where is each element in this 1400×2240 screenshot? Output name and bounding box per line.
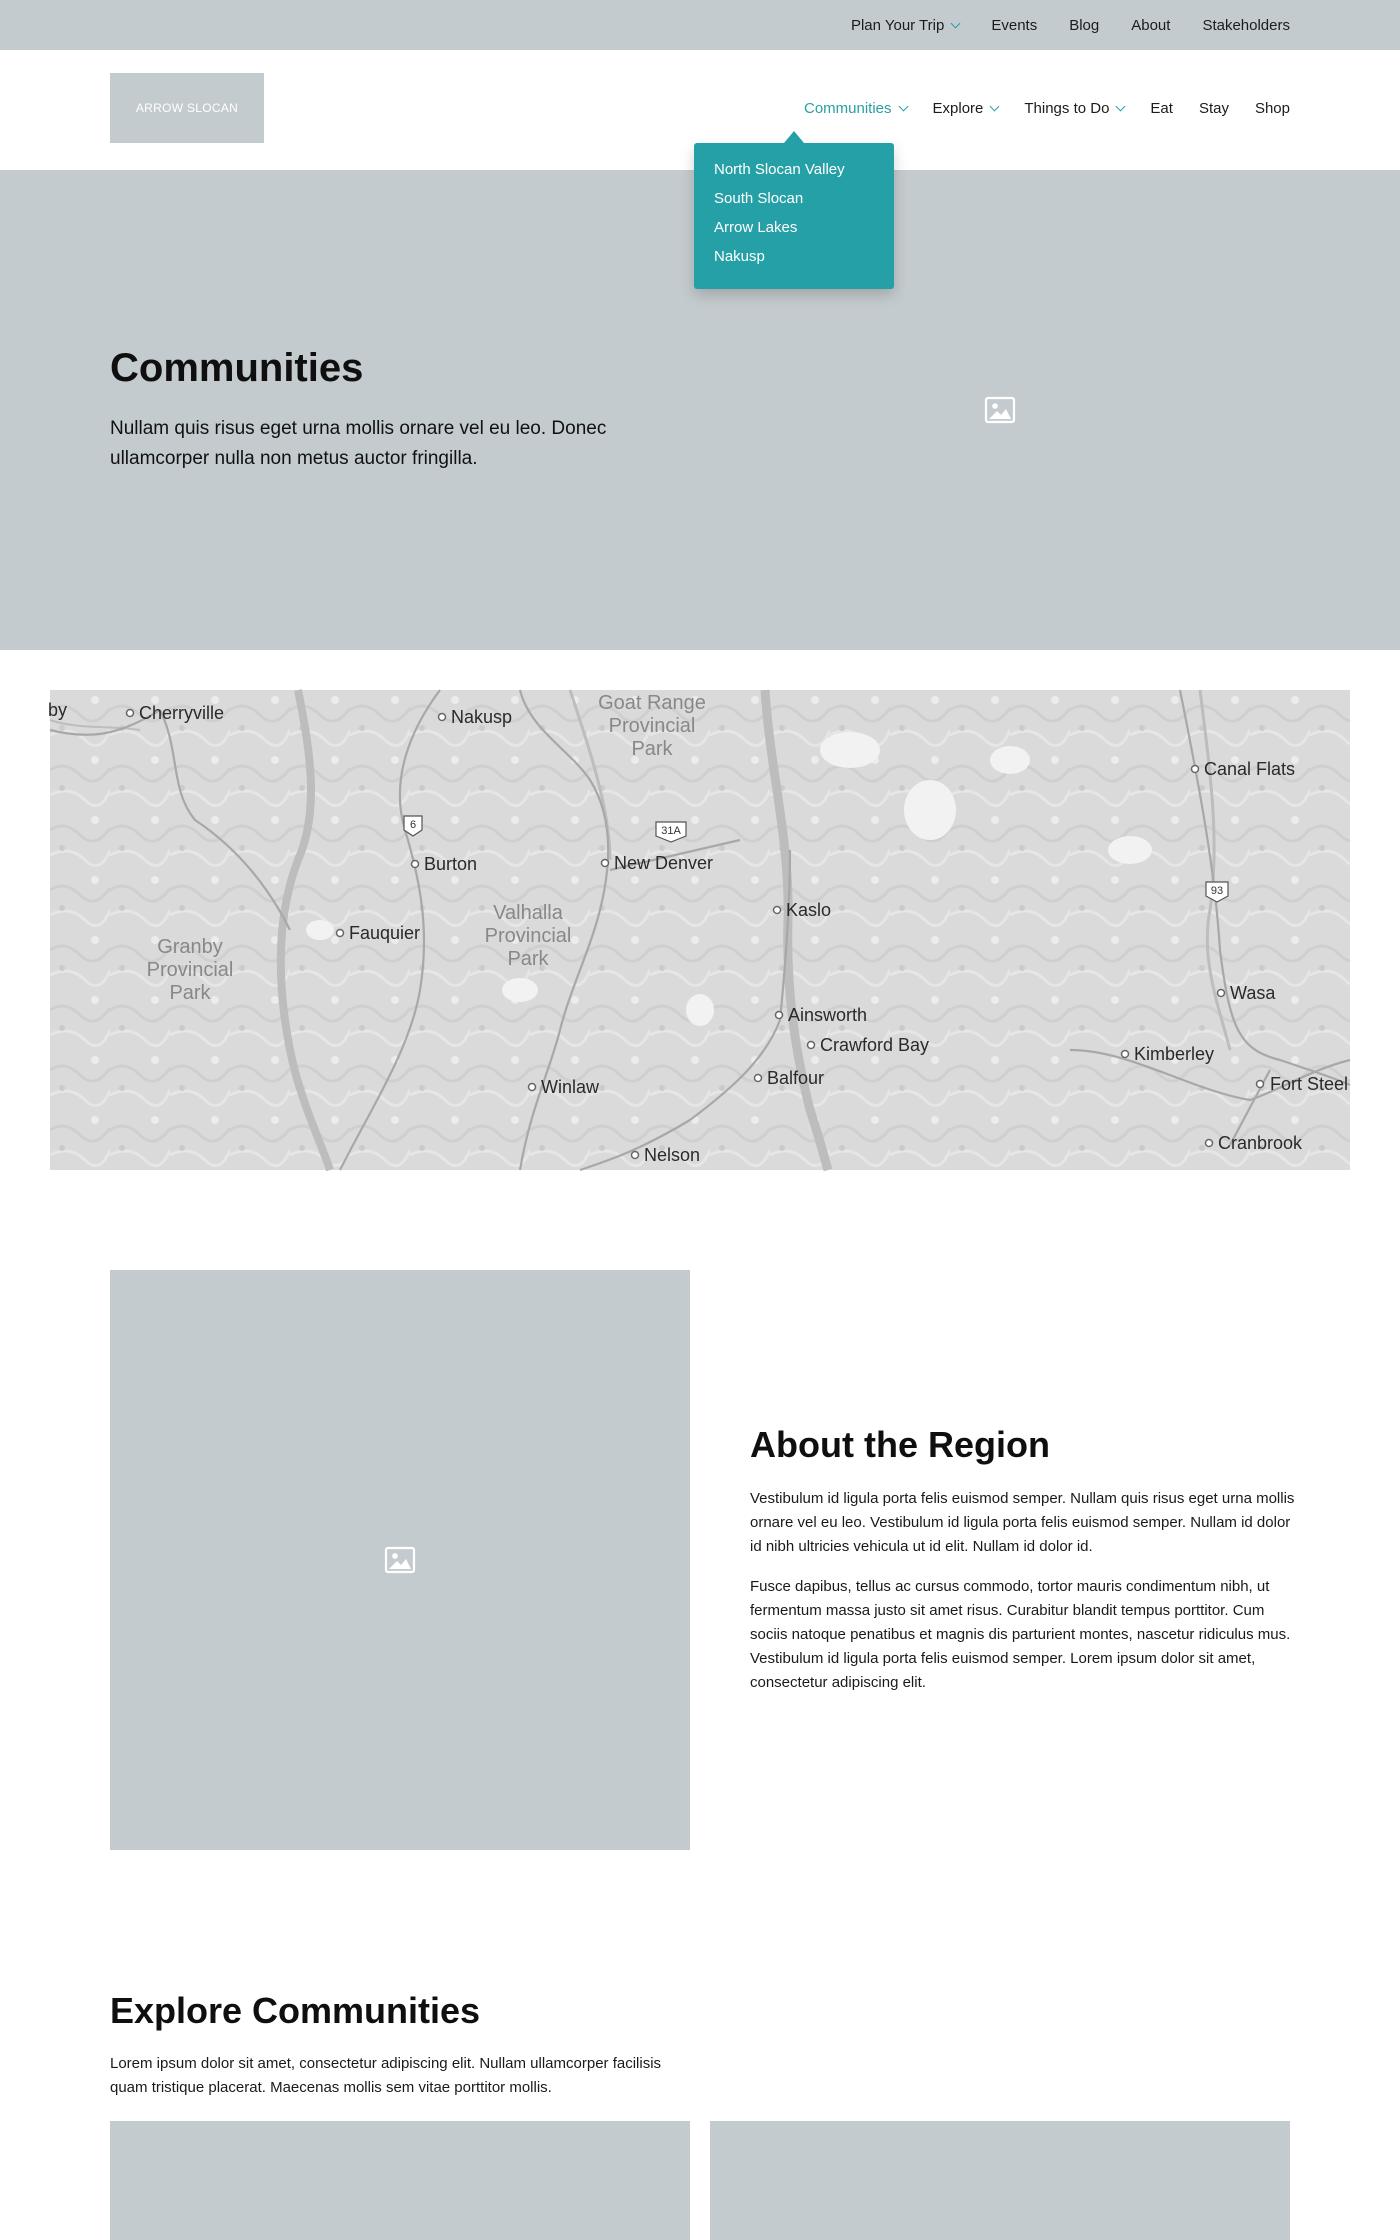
utility-nav — [819, 0, 1290, 50]
nav-item-communities[interactable] — [804, 100, 907, 117]
utility-link-about[interactable] — [1131, 17, 1170, 34]
chevron-down-icon — [1116, 102, 1126, 112]
nav-item-label: Shop — [1254, 100, 1290, 117]
nav-item-label: Eat — [1150, 100, 1173, 117]
town-label: Wasa — [1230, 983, 1276, 1003]
park-label: Provincial — [484, 925, 572, 947]
chevron-down-icon — [990, 102, 1000, 112]
communities-dropdown-menu — [694, 143, 894, 289]
logo-text: ARROW SLOCAN — [135, 101, 239, 115]
park-label: Park — [631, 738, 673, 760]
utility-bar — [0, 0, 1400, 50]
community-card[interactable] — [110, 2121, 690, 2240]
highway-label: 6 — [409, 819, 417, 831]
town-label: Canal Flats — [1204, 759, 1296, 779]
utility-link-plan-your-trip[interactable] — [851, 17, 959, 34]
town-label: Nelson — [644, 1145, 701, 1165]
nav-item-explore[interactable] — [933, 100, 999, 117]
utility-link-label: About — [1131, 16, 1171, 34]
about-paragraph: Vestibulum id ligula porta felis euismod semper. Nullam quis risus eget urna mollis ornare vel eu leo. Vestibulum id ligula porta felis euismod semper. Nullam id dolor id nibh ultricies vehicula ut id elit. Nullam id dolor id. — [750, 1490, 1295, 1555]
nav-item-eat[interactable] — [1150, 100, 1173, 117]
town-label: Winlaw — [541, 1077, 600, 1097]
highway-label: 93 — [1210, 885, 1224, 897]
about-paragraph: Fusce dapibus, tellus ac cursus commodo, tortor mauris condimentum nibh, ut fermentum massa justo sit amet risus. Curabitur blandit tempus porttitor. Cum sociis natoque penatibus et magnis dis parturient montes, nascetur ridiculus mus. Vestibulum id ligula porta felis euismod semper. Lorem ipsum dolor sit amet, consectetur adipiscing elit. — [750, 1578, 1291, 1691]
hero-text: Nullam quis risus eget urna mollis ornare vel eu leo. Donec ullamcorper nulla non metus auctor fringilla. — [110, 418, 607, 469]
nav-item-label: Communities — [803, 100, 892, 117]
park-label: Park — [169, 982, 211, 1004]
utility-link-blog[interactable] — [1069, 17, 1099, 34]
park-label: Provincial — [608, 715, 696, 737]
town-label: Balfour — [767, 1068, 825, 1088]
nav-item-shop[interactable] — [1255, 100, 1290, 117]
site-logo[interactable] — [110, 73, 264, 143]
park-label: Goat Range — [598, 692, 706, 714]
park-label: Valhalla — [493, 902, 563, 924]
town-label: New Denver — [614, 853, 714, 873]
town-label: Crawford Bay — [820, 1035, 930, 1055]
town-label: Kimberley — [1134, 1044, 1215, 1064]
highway-label: 31A — [661, 825, 681, 837]
explore-text: Lorem ipsum dolor sit amet, consectetur adipiscing elit. Nullam ullamcorper facilisis quam tristique placerat. Maecenas mollis sem vitae porttitor mollis. — [110, 2055, 662, 2096]
utility-link-label: Stakeholders — [1202, 16, 1290, 34]
map-canvas — [50, 690, 1350, 1170]
image-icon — [385, 1547, 415, 1573]
town-label: Fauquier — [349, 923, 421, 943]
map-terrain — [50, 690, 1350, 1170]
park-label: Provincial — [146, 959, 234, 981]
dropdown-item-arrow-lakes[interactable]: Arrow Lakes — [714, 219, 798, 236]
community-card[interactable] — [710, 2121, 1290, 2240]
chevron-down-icon — [951, 18, 961, 28]
explore-title: Explore Communities — [110, 1990, 481, 2031]
utility-link-label: Plan Your Trip — [850, 16, 945, 34]
dropdown-item-nakusp[interactable]: Nakusp — [714, 248, 765, 265]
park-label: Granby — [157, 936, 223, 958]
town-label: Cherryville — [139, 703, 225, 723]
dropdown-item-north-slocan-valley[interactable]: North Slocan Valley — [714, 161, 845, 178]
main-nav — [778, 100, 1290, 117]
town-label: Fort Steel — [1270, 1074, 1349, 1094]
town-label: by — [48, 700, 68, 720]
nav-item-things-to-do[interactable] — [1024, 100, 1124, 117]
town-label: Burton — [424, 854, 478, 874]
dropdown-item-south-slocan[interactable]: South Slocan — [714, 190, 804, 207]
page-title: Communities — [110, 346, 364, 390]
nav-item-stay[interactable] — [1199, 100, 1229, 117]
chevron-down-icon — [898, 102, 908, 112]
nav-item-label: Things to Do — [1024, 100, 1110, 117]
utility-link-label: Blog — [1069, 16, 1100, 34]
park-label: Park — [507, 948, 549, 970]
utility-link-stakeholders[interactable] — [1202, 17, 1290, 34]
town-label: Ainsworth — [788, 1005, 868, 1025]
nav-item-label: Stay — [1198, 100, 1229, 117]
image-icon — [985, 397, 1015, 423]
town-label: Cranbrook — [1218, 1133, 1303, 1153]
town-label: Nakusp — [451, 707, 513, 727]
about-image-placeholder — [110, 1270, 690, 1850]
town-label: Kaslo — [786, 900, 832, 920]
nav-item-label: Explore — [932, 100, 984, 117]
region-map[interactable] — [50, 690, 1350, 1170]
utility-link-events[interactable] — [991, 17, 1037, 34]
about-title: About the Region — [750, 1424, 1050, 1465]
utility-link-label: Events — [991, 16, 1038, 34]
